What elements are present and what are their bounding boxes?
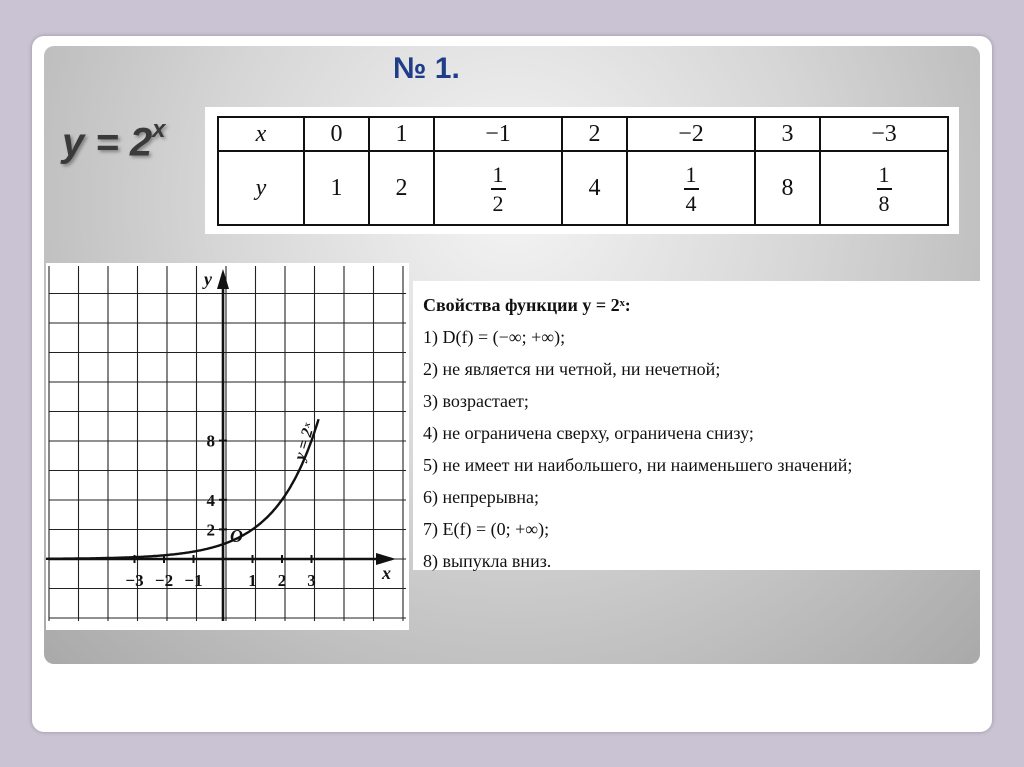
y-axis-arrow — [217, 269, 229, 289]
table-row-y — [218, 151, 948, 225]
y-tick-label: 2 — [206, 520, 215, 540]
table-cell-x: −2 — [627, 117, 755, 151]
table-cell-x: −1 — [434, 117, 562, 151]
y-value: 8 — [781, 174, 794, 201]
table-cell-x: 3 — [755, 117, 820, 151]
value-table — [217, 116, 949, 226]
property-item: 7) E(f) = (0; +∞); — [423, 519, 550, 539]
table-cell-y — [755, 151, 820, 225]
fraction-numerator: 1 — [684, 164, 699, 190]
x-tick-label: 2 — [277, 571, 287, 590]
x-tick-label: −1 — [184, 571, 203, 590]
property-item: 6) непрерывна; — [423, 487, 539, 507]
x-axis-label: x — [382, 563, 391, 583]
graph-ticks — [125, 432, 315, 590]
table-cell-y — [304, 151, 369, 225]
table-cell-x: 1 — [369, 117, 434, 151]
table-cell-y — [820, 151, 948, 225]
property-item: 3) возрастает; — [423, 391, 529, 411]
x-tick-label: 3 — [307, 571, 316, 590]
y-value: 4 — [588, 174, 601, 201]
formula-title — [62, 116, 166, 165]
origin-label: O — [230, 526, 243, 546]
y-value: 1 — [330, 174, 343, 201]
table-header-x: x — [218, 117, 304, 151]
table-cell-y — [627, 151, 755, 225]
fraction-denominator: 4 — [685, 190, 697, 216]
formula-base: y = 2 — [62, 120, 153, 165]
value-table-box — [205, 107, 959, 234]
y-axis-label: y — [204, 269, 212, 289]
fraction-denominator: 8 — [878, 190, 890, 216]
x-tick-label: −3 — [125, 571, 144, 590]
fraction-numerator: 1 — [877, 164, 892, 190]
table-row-x — [218, 117, 948, 151]
table-cell-y — [434, 151, 562, 225]
property-item: 1) D(f) = (−∞; +∞); — [423, 327, 566, 347]
y-tick-label: 4 — [206, 490, 215, 510]
table-cell-y — [369, 151, 434, 225]
table-header-y: y — [218, 151, 304, 225]
x-tick-label: −2 — [154, 571, 174, 590]
table-cell-x: 0 — [304, 117, 369, 151]
table-cell-y — [562, 151, 627, 225]
properties-box — [413, 281, 989, 570]
y-fraction — [684, 161, 699, 216]
curve-y-2x — [46, 419, 319, 559]
fraction-denominator: 2 — [492, 190, 504, 216]
table-cell-x: 2 — [562, 117, 627, 151]
fraction-numerator: 1 — [491, 164, 506, 190]
property-item: 8) выпукла вниз. — [423, 551, 552, 571]
property-item: 5) не имеет ни наибольшего, ни наименьшего значений; — [423, 455, 853, 475]
y-tick-label: 8 — [206, 431, 215, 451]
slide-number: № 1. — [393, 52, 460, 85]
x-tick-label: 1 — [248, 571, 257, 590]
table-cell-x: −3 — [820, 117, 948, 151]
y-fraction — [491, 161, 506, 216]
properties-list — [423, 289, 852, 577]
property-item: 2) не является ни четной, ни нечетной; — [423, 359, 721, 379]
y-value: 2 — [395, 174, 408, 201]
curve-label: y = 2ˣ — [291, 421, 319, 463]
property-item: 4) не ограничена сверху, ограничена снизу; — [423, 423, 754, 443]
properties-heading: Свойства функции y = 2ˣ: — [423, 295, 631, 315]
graph-box — [46, 263, 409, 630]
graph-grid — [49, 266, 406, 621]
formula-exponent: x — [152, 116, 166, 143]
exponential-graph — [46, 263, 409, 630]
y-fraction — [877, 161, 892, 216]
